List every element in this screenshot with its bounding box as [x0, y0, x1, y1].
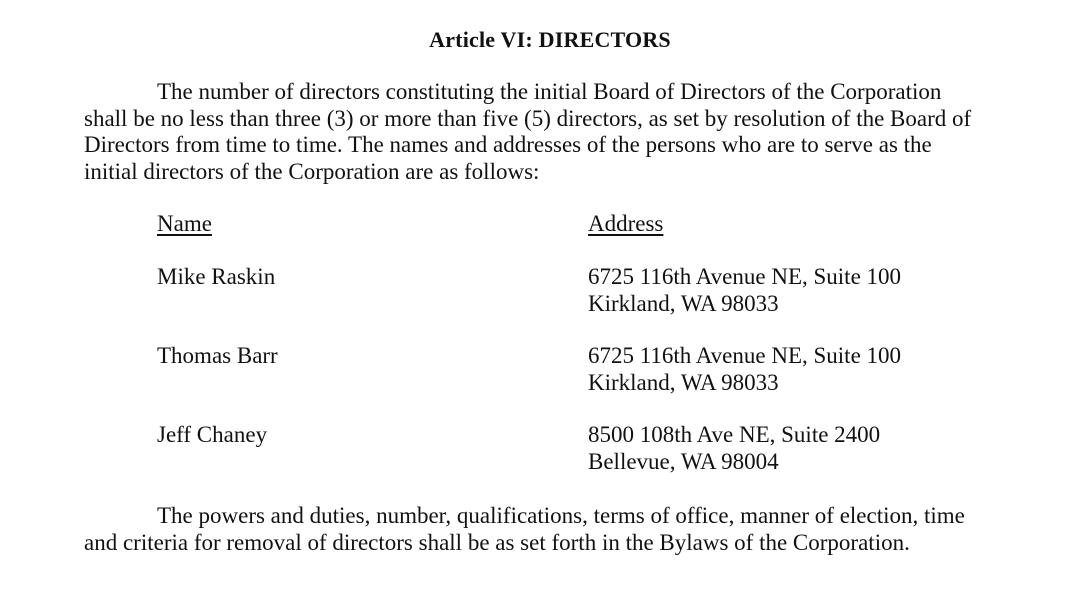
director-address — [588, 422, 880, 475]
intro-paragraph — [84, 79, 1024, 185]
name-column-header: Name — [157, 211, 212, 236]
intro-line: Directors from time to time. The names and addresses of the persons who are to serve as the — [84, 132, 932, 157]
address-line: 6725 116th Avenue NE, Suite 100 — [588, 264, 902, 289]
closing-paragraph — [84, 503, 1024, 556]
director-address — [588, 264, 901, 317]
intro-line: The number of directors constituting the initial Board of Directors of the Corporation — [157, 79, 942, 104]
address-line: Kirkland, WA 98033 — [588, 369, 779, 395]
intro-line: initial directors of the Corporation are as follows: — [84, 158, 540, 184]
address-line: 8500 108th Ave NE, Suite 2400 — [588, 422, 881, 447]
director-name: Jeff Chaney — [157, 422, 268, 447]
address-line: 6725 116th Avenue NE, Suite 100 — [588, 343, 902, 368]
closing-line: and criteria for removal of directors shall be as set forth in the Bylaws of the Corporation. — [84, 529, 910, 555]
director-address — [588, 343, 901, 396]
address-line: Bellevue, WA 98004 — [588, 448, 779, 474]
intro-line: shall be no less than three (3) or more than five (5) directors, as set by resolution of the Board of — [84, 105, 972, 131]
director-name: Mike Raskin — [157, 264, 276, 289]
director-name: Thomas Barr — [157, 343, 278, 368]
address-column-header: Address — [588, 211, 664, 236]
article-heading: Article VI: DIRECTORS — [429, 27, 671, 52]
closing-line: The powers and duties, number, qualifications, terms of office, manner of election, time — [157, 503, 965, 528]
address-line: Kirkland, WA 98033 — [588, 290, 779, 316]
